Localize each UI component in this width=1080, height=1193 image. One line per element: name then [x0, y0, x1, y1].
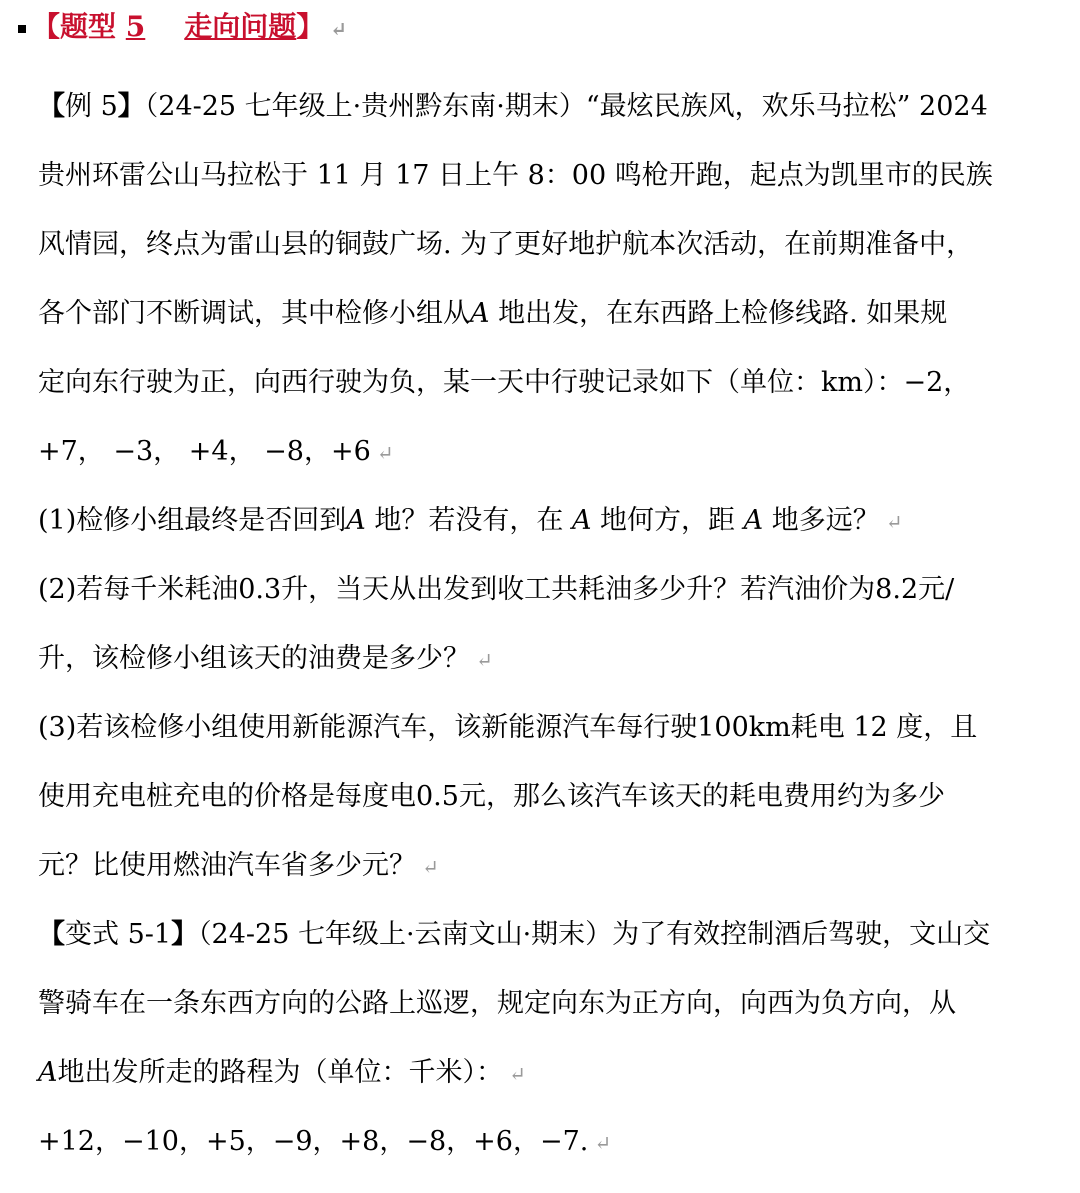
variant-line-3: A地出发所走的路程为（单位：千米）： ↵	[38, 1057, 526, 1088]
heading-title: 走向问题	[184, 10, 297, 43]
return-mark-icon: ↵	[376, 441, 394, 465]
question-2-line-2: 升，该检修小组该天的油费是多少？ ↵	[38, 643, 493, 674]
question-1: (1)检修小组最终是否回到A 地？若没有，在 A 地何方，距 A 地多远？ ↵	[38, 505, 903, 536]
example-line-3: 风情园，终点为雷山县的铜鼓广场. 为了更好地护航本次活动，在前期准备中，	[38, 229, 974, 260]
variant-line-4: +12，−10，+5，−9，+8，−8，+6，−7. ↵	[38, 1126, 612, 1157]
question-2-line-1: (2)若每千米耗油0.3升，当天从出发到收工共耗油多少升？若汽油价为8.2元/	[38, 574, 955, 605]
variant-line-1: 【变式 5-1】（24-25 七年级上·云南文山·期末）为了有效控制酒后驾驶，文山交	[38, 919, 991, 950]
section-heading	[18, 10, 347, 44]
heading-bracket-close: 】	[296, 10, 325, 43]
variant-line-2: 警骑车在一条东西方向的公路上巡逻，规定向东为正方向，向西为负方向，从	[38, 988, 956, 1019]
question-3-line-3: 元？比使用燃油汽车省多少元？ ↵	[38, 850, 439, 881]
heading-label: 题型	[60, 10, 117, 43]
return-mark-icon: ↵	[422, 855, 439, 879]
example-line-5: 定向东行驶为正，向西行驶为负，某一天中行驶记录如下（单位：km）：−2，	[38, 367, 971, 398]
example-line-6: +7， −3， +4， −8，+6 ↵	[38, 436, 394, 467]
variant-label: 变式 5-1	[65, 919, 172, 950]
heading-number: 5	[125, 10, 146, 43]
return-mark-icon: ↵	[594, 1131, 612, 1155]
heading-bracket-open: 【	[32, 10, 61, 43]
example-line-2: 贵州环雷公山马拉松于 11 月 17 日上午 8：00 鸣枪开跑，起点为凯里市的民族	[38, 160, 993, 191]
return-mark-icon: ↵	[476, 648, 493, 672]
bullet-icon	[18, 25, 26, 33]
return-mark-icon: ↵	[330, 17, 348, 41]
question-3-line-2: 使用充电桩充电的价格是每度电0.5元，那么该汽车该天的耗电费用约为多少	[38, 781, 945, 812]
return-mark-icon: ↵	[509, 1062, 526, 1086]
question-3-line-1: (3)若该检修小组使用新能源汽车，该新能源汽车每行驶100km耗电 12 度，且	[38, 712, 978, 743]
example-label: 例 5	[65, 91, 118, 122]
return-mark-icon: ↵	[885, 510, 903, 534]
example-line-1: 【例 5】（24-25 七年级上·贵州黔东南·期末）“最炫民族风，欢乐马拉松” 2024	[38, 91, 988, 122]
example-line-4: 各个部门不断调试，其中检修小组从A 地出发，在东西路上检修线路. 如果规	[38, 298, 948, 329]
